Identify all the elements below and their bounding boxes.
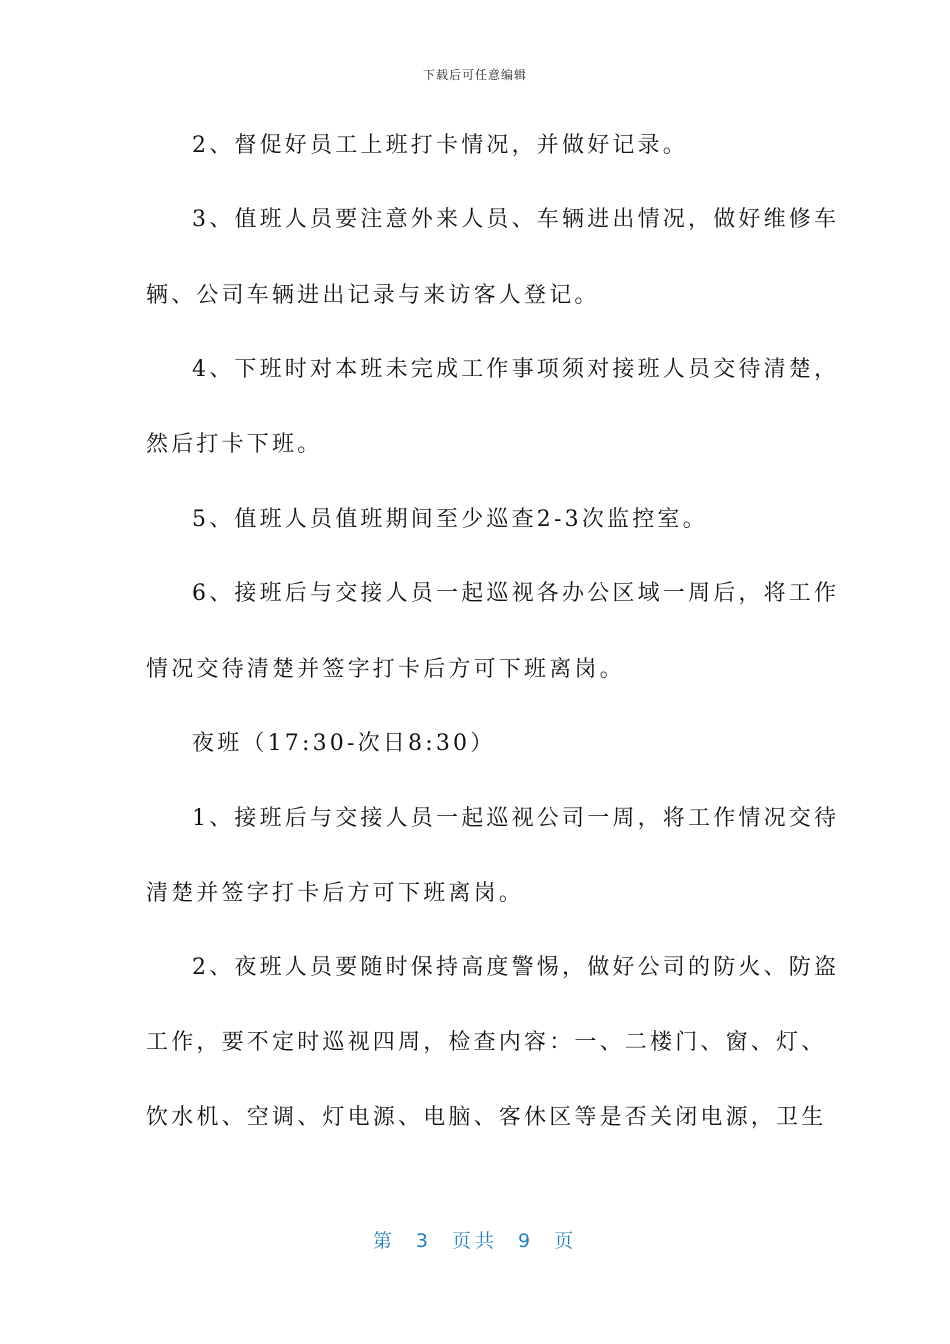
paragraph-line: 2、夜班人员要随时保持高度警惕，做好公司的防火、防盗 xyxy=(192,955,840,980)
page-number-footer: 第 3 页共 9 页 xyxy=(372,1230,578,1252)
page-header: 下载后可任意编辑 xyxy=(422,68,527,82)
section-heading: 夜班（17:30-次日8:30） xyxy=(192,731,496,756)
paragraph-line: 饮水机、空调、灯电源、电脑、客休区等是否关闭电源，卫生 xyxy=(146,1105,827,1130)
paragraph-line: 清楚并签字打卡后方可下班离岗。 xyxy=(146,881,525,906)
paragraph-line: 辆、公司车辆进出记录与来访客人登记。 xyxy=(146,283,600,308)
paragraph-line: 情况交待清楚并签字打卡后方可下班离岗。 xyxy=(146,657,625,682)
paragraph-line: 4、下班时对本班未完成工作事项须对接班人员交待清楚， xyxy=(192,357,840,382)
paragraph-line: 6、接班后与交接人员一起巡视各办公区域一周后，将工作 xyxy=(192,581,840,606)
paragraph-line: 工作，要不定时巡视四周，检查内容：一、二楼门、窗、灯、 xyxy=(146,1030,827,1055)
paragraph-line: 3、值班人员要注意外来人员、车辆进出情况，做好维修车 xyxy=(192,207,840,232)
paragraph-line: 然后打卡下班。 xyxy=(146,432,323,457)
paragraph-line: 1、接班后与交接人员一起巡视公司一周，将工作情况交待 xyxy=(192,806,840,831)
paragraph-line: 2、督促好员工上班打卡情况，并做好记录。 xyxy=(192,133,688,158)
paragraph-line: 5、值班人员值班期间至少巡查2-3次监控室。 xyxy=(192,507,708,532)
